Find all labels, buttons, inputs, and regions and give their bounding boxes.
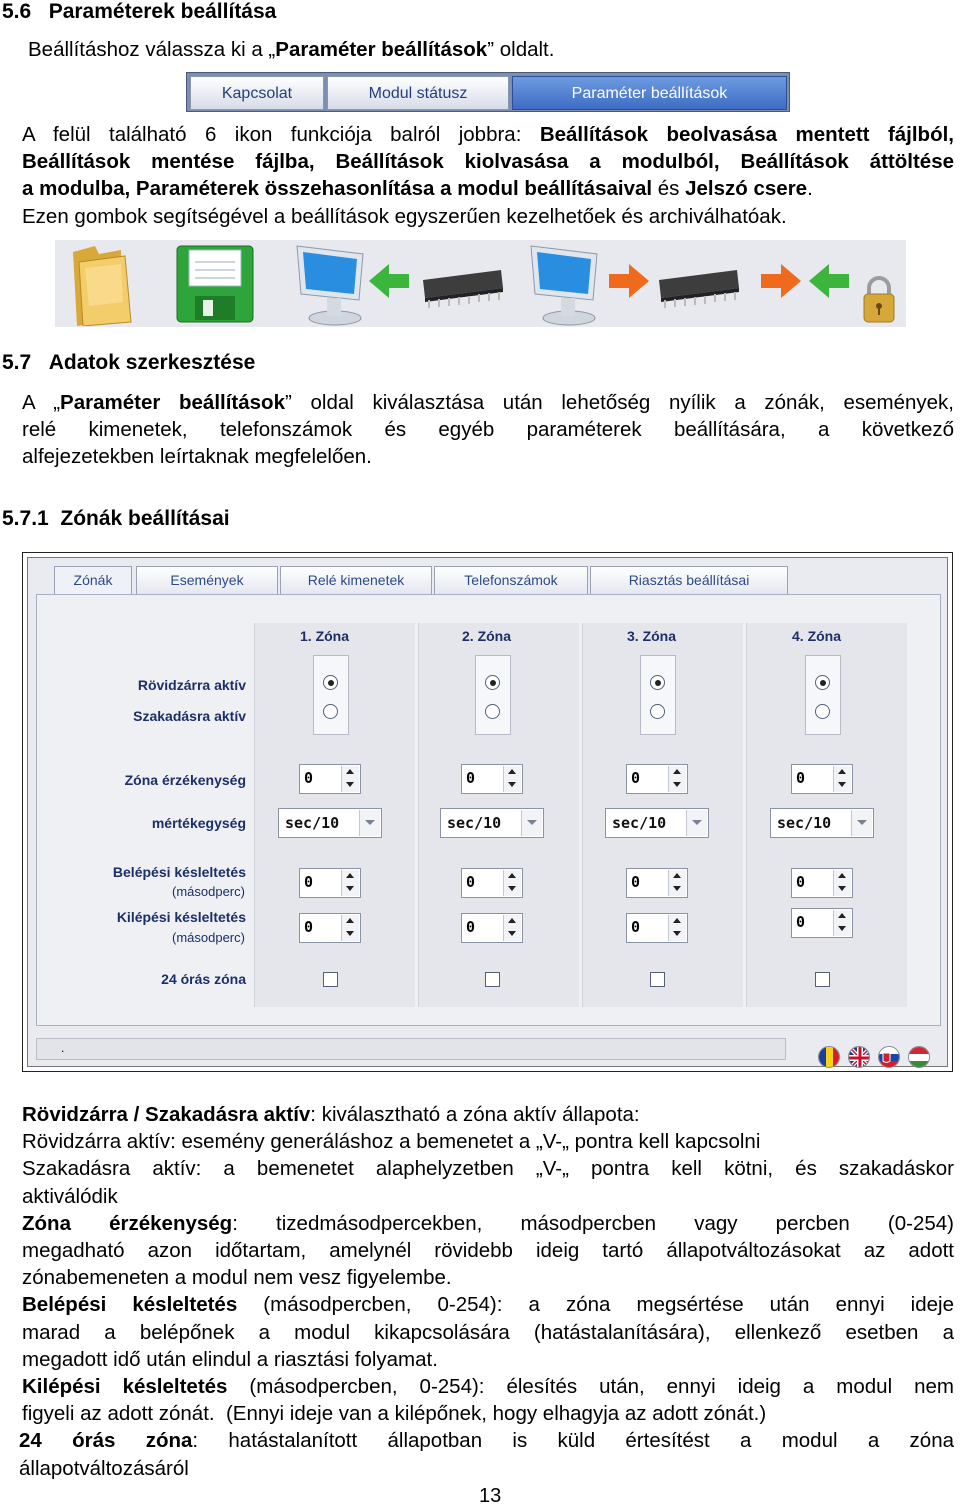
flag-hungary-icon[interactable]	[908, 1046, 930, 1068]
zone-1-sensitivity-stepper[interactable]: 0	[299, 764, 361, 794]
zone-2-szakadasra-radio[interactable]	[485, 704, 500, 719]
zone-3-mode-group	[640, 655, 676, 735]
chevron-down-icon[interactable]	[686, 810, 707, 836]
tab-riasztas-beallitasai[interactable]: Riasztás beállításai	[590, 566, 788, 594]
tab-kapcsolat[interactable]: Kapcsolat	[190, 76, 324, 110]
section-5-7-title: 5.7 Adatok szerkesztése	[2, 351, 256, 374]
stepper-arrows[interactable]	[668, 870, 686, 896]
tab-parameter-beallitasok[interactable]: Paraméter beállítások	[512, 76, 787, 110]
zone-2-exit-delay-stepper[interactable]: 0	[461, 913, 523, 943]
zone-settings-description: Rövidzárra / Szakadásra aktív: kiválasztható a zóna aktív állapota: Rövidzárra aktív: esemény generáláshoz a bemenetet a „V-„ pontra kell kapcsolni Szakadásra aktív: a bemenetet alaphelyzetben „V-„ pontra kell kötni, és szakadáskor aktiválódik Zóna érzékenység: tizedmásodpercekben, másodpercben vagy percben (0-254) megadható azon időtartam, amelynél rövidebb ideig tartó állapotváltozásokat az adott zónabemeneten a modul nem vesz figyelembe. Belépési késleltetés (másodpercben, 0-254): a zóna megsértése után ennyi ideje marad a belépőnek a modul kikapcsolására (hatástalanítására), ellenkező esetben a megadott idő után elindul a riasztási folyamat. Kilépési késleltetés (másodpercben, 0-254): élesítés után, ennyi ideig a modul nem figyeli az adott zónát. (Ennyi ideje van a kilépőnek, hogy elhagyja az adott zónát.) 24 órás zóna: hatástalanított állapotban is küld értesítést a modul a zóna állapotváltozásáról	[19, 1103, 954, 1480]
tab-telefonszamok[interactable]: Telefonszámok	[434, 566, 588, 594]
flag-romania-icon[interactable]	[818, 1046, 840, 1068]
zone-3-unit-select[interactable]: sec/10	[605, 808, 709, 838]
section-5-7-1-title: 5.7.1 Zónák beállításai	[2, 507, 230, 530]
stepper-arrows[interactable]	[341, 870, 359, 896]
zone-4-rovidzarra-radio[interactable]	[815, 675, 830, 690]
zone-3-24h-checkbox[interactable]	[650, 972, 665, 987]
zone-1-unit-select[interactable]: sec/10	[278, 808, 382, 838]
stepper-arrows[interactable]	[503, 766, 521, 792]
zone-1-szakadasra-radio[interactable]	[323, 704, 338, 719]
zone-2-unit-select[interactable]: sec/10	[440, 808, 544, 838]
stepper-arrows[interactable]	[668, 766, 686, 792]
tab-rele-kimenetek[interactable]: Relé kimenetek	[280, 566, 432, 594]
zone-2-24h-checkbox[interactable]	[485, 972, 500, 987]
zone-1-title: 1. Zóna	[300, 628, 350, 644]
label-rovidzarra-aktiv: Rövidzárra aktív	[137, 677, 246, 693]
section-5-6-intro: Beállításhoz válassza ki a „Paraméter beállítások” oldalt.	[28, 38, 555, 61]
section-5-7-text: A „Paraméter beállítások” oldal kiválasztása után lehetőség nyílik a zónák, események, relé kimenetek, telefonszámok és egyéb paraméterek beállítására, a következő alfejezetekben leírtaknak megfelelően.	[22, 391, 954, 469]
stepper-arrows[interactable]	[668, 915, 686, 941]
zone-4-mode-group	[805, 655, 841, 735]
zone-3-exit-delay-stepper[interactable]: 0	[626, 913, 688, 943]
stepper-arrows[interactable]	[341, 915, 359, 941]
stepper-arrows[interactable]	[833, 910, 851, 936]
label-szakadasra-aktiv: Szakadásra aktív	[133, 708, 246, 724]
label-zona-erzekenyseg: Zóna érzékenység	[124, 772, 246, 788]
tab-modul-statusz[interactable]: Modul státusz	[327, 76, 509, 110]
tab-zonak[interactable]: Zónák	[54, 566, 132, 594]
page-number: 13	[479, 1485, 502, 1507]
zone-1-rovidzarra-radio[interactable]	[323, 675, 338, 690]
flag-slovakia-icon[interactable]	[878, 1046, 900, 1068]
icons-description: A felül található 6 ikon funkciója balról jobbra: Beállítások beolvasása mentett fájlból, Beállítások mentése fájlba, Beállítások kiolvasása a modulból, Beállítások áttöltése a modulba, Paraméterek összehasonlítása a modul beállításaival és Jelszó csere. Ezen gombok segítségével a beállítások egyszerűen kezelhetőek és archiválhatóak.	[22, 123, 954, 228]
stepper-arrows[interactable]	[503, 870, 521, 896]
chip-icon[interactable]	[417, 262, 507, 312]
zone-4-entry-delay-stepper[interactable]: 0	[791, 868, 853, 898]
zone-2-sensitivity-stepper[interactable]: 0	[461, 764, 523, 794]
padlock-icon[interactable]	[859, 274, 899, 324]
flag-uk-icon[interactable]	[848, 1046, 870, 1068]
status-bar	[36, 1038, 786, 1060]
label-belepesi-kesleltetes: Belépési késleltetés	[112, 864, 246, 880]
stepper-arrows[interactable]	[341, 766, 359, 792]
label-mertekegyseg: mértékegység	[151, 815, 246, 831]
label-belepesi-unit: (másodperc)	[172, 884, 245, 899]
main-tab-strip	[186, 72, 790, 112]
arrow-right-orange-icon	[607, 262, 651, 300]
zone-2-rovidzarra-radio[interactable]	[485, 675, 500, 690]
label-24-oras-zona: 24 órás zóna	[161, 971, 246, 987]
zone-2-title: 2. Zóna	[462, 628, 512, 644]
zone-4-title: 4. Zóna	[792, 628, 842, 644]
monitor-icon[interactable]	[527, 242, 613, 326]
folder-icon[interactable]	[65, 242, 145, 326]
section-5-6-title: 5.6 Paraméterek beállítása	[2, 0, 277, 23]
stepper-arrows[interactable]	[833, 870, 851, 896]
zone-3-entry-delay-stepper[interactable]: 0	[626, 868, 688, 898]
chevron-down-icon[interactable]	[359, 810, 380, 836]
zone-3-rovidzarra-radio[interactable]	[650, 675, 665, 690]
zone-settings-window	[22, 552, 953, 1072]
tab-esemenyek[interactable]: Események	[136, 566, 278, 594]
zone-1-entry-delay-stepper[interactable]: 0	[299, 868, 361, 898]
floppy-save-icon[interactable]	[175, 244, 255, 324]
status-text: .	[61, 1041, 65, 1055]
chip-icon[interactable]	[653, 262, 743, 312]
zone-4-sensitivity-stepper[interactable]: 0	[791, 764, 853, 794]
zone-4-szakadasra-radio[interactable]	[815, 704, 830, 719]
label-kilepesi-kesleltetes: Kilépési késleltetés	[116, 909, 246, 925]
zone-2-entry-delay-stepper[interactable]: 0	[461, 868, 523, 898]
zone-4-unit-select[interactable]: sec/10	[770, 808, 874, 838]
zone-2-mode-group	[475, 655, 511, 735]
toolbar-icon-strip	[55, 240, 906, 327]
zone-3-sensitivity-stepper[interactable]: 0	[626, 764, 688, 794]
zone-3-title: 3. Zóna	[627, 628, 677, 644]
arrow-left-green-icon	[807, 262, 851, 300]
zone-4-24h-checkbox[interactable]	[815, 972, 830, 987]
zone-4-exit-delay-stepper[interactable]: 0	[791, 908, 853, 938]
label-kilepesi-unit: (másodperc)	[172, 930, 245, 945]
arrow-right-orange-icon	[759, 262, 803, 300]
zone-3-szakadasra-radio[interactable]	[650, 704, 665, 719]
zone-1-mode-group	[313, 655, 349, 735]
chevron-down-icon[interactable]	[521, 810, 542, 836]
zone-1-24h-checkbox[interactable]	[323, 972, 338, 987]
chevron-down-icon[interactable]	[851, 810, 872, 836]
zone-1-exit-delay-stepper[interactable]: 0	[299, 913, 361, 943]
stepper-arrows[interactable]	[833, 766, 851, 792]
stepper-arrows[interactable]	[503, 915, 521, 941]
arrow-left-green-icon	[367, 262, 411, 300]
